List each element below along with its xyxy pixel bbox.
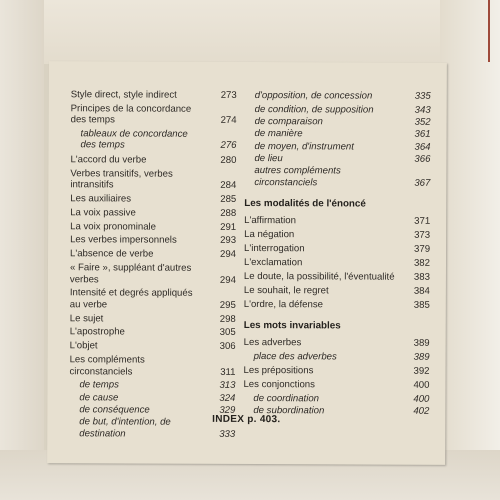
toc-entry: [70, 235, 236, 247]
toc-entry-page-number: 295: [219, 299, 236, 311]
toc-entry: [244, 337, 430, 349]
toc-entry-page-number: 274: [220, 115, 237, 127]
toc-entry-label: de condition, de supposition: [254, 103, 374, 116]
toc-entry-label: « Faire », suppléant d'autres verbes: [69, 262, 192, 285]
toc-entry: [244, 243, 430, 255]
background-top: [0, 0, 500, 64]
toc-entry-label: de conséquence: [79, 404, 150, 416]
toc-entry: [244, 141, 430, 153]
toc-entry-label: L'affirmation: [244, 215, 297, 227]
toc-entry: [245, 116, 431, 128]
toc-entry-label: de manière: [254, 128, 303, 140]
toc-entry-label: L'exclamation: [243, 256, 303, 269]
toc-entry-page-number: 382: [413, 257, 431, 269]
toc-entry-page-number: 367: [414, 177, 431, 189]
toc-entry: [244, 215, 430, 227]
toc-entry-page-number: 298: [219, 313, 236, 325]
toc-entry: [71, 89, 237, 101]
toc-entry-page-number: 400: [413, 393, 430, 405]
toc-entry-label: Principes de la concordance des temps: [70, 103, 192, 126]
toc-entry: [245, 90, 431, 102]
toc-entry-page-number: 280: [220, 154, 237, 166]
toc-entry-page-number: 306: [219, 341, 236, 353]
toc-entry: [70, 313, 236, 325]
toc-entry-page-number: 361: [414, 129, 431, 141]
toc-entry-page-number: 379: [414, 243, 431, 255]
toc-entry: [244, 351, 430, 363]
toc-entry-page-number: 311: [220, 366, 236, 378]
toc-entry-label: de temps: [79, 379, 119, 391]
toc-entry-page-number: 294: [219, 274, 236, 286]
toc-entry-page-number: 366: [414, 153, 431, 165]
toc-entry-label: L'accord du verbe: [70, 153, 147, 166]
toc-entry-page-number: 402: [413, 405, 430, 417]
toc-entry-label: de subordination: [253, 405, 325, 417]
toc-entry-page-number: 333: [219, 428, 236, 440]
toc-entry-page-number: 324: [219, 392, 236, 404]
background-right: [440, 0, 500, 500]
toc-entry-label: de cause: [79, 392, 119, 404]
toc-entry: [70, 288, 236, 311]
toc-entry-page-number: 364: [414, 141, 431, 153]
toc-entry: [70, 154, 236, 166]
toc-entry-label: Les prépositions: [243, 364, 314, 377]
toc-right-top-entries: [244, 90, 430, 189]
toc-entry: [70, 221, 236, 233]
toc-entry: [69, 392, 235, 404]
toc-entry-page-number: 335: [414, 90, 431, 102]
toc-entry-page-number: 385: [413, 299, 430, 311]
toc-entry-label: tableaux de concordance des temps: [80, 128, 188, 151]
toc-entry-label: Les verbes impersonnels: [70, 234, 177, 247]
book-page: [47, 61, 447, 465]
toc-entry: [70, 327, 236, 339]
toc-entry-page-number: 383: [413, 271, 430, 283]
toc-entry-page-number: 371: [414, 215, 431, 228]
toc-entry: [244, 153, 430, 165]
toc-entry-page-number: 294: [219, 249, 237, 261]
toc-entry: [245, 128, 431, 140]
toc-entry-label: de coordination: [253, 392, 320, 405]
toc-entry: [70, 262, 236, 285]
toc-entry: [244, 299, 430, 311]
book-spine-stripe: [488, 0, 490, 62]
toc-entry-page-number: 343: [414, 104, 431, 116]
toc-entry: [70, 341, 236, 353]
toc-entry: [243, 379, 429, 391]
toc-entry-label: L'interrogation: [244, 243, 305, 255]
toc-entry-page-number: 273: [220, 89, 237, 101]
toc-entry-label: L'absence de verbe: [70, 248, 154, 260]
section-heading-modalites: Les modalités de l'énoncé: [244, 197, 366, 210]
toc-entry: [70, 128, 236, 151]
toc-entry: [244, 165, 430, 188]
toc-entry-label: L'apostrophe: [69, 326, 125, 338]
toc-entry: [70, 207, 236, 219]
toc-entry-label: La voix pronominale: [70, 220, 157, 233]
toc-entry: [245, 104, 431, 116]
toc-entry-page-number: 313: [219, 380, 236, 392]
toc-entry-label: Intensité et degrés appliqués au verbe: [69, 287, 193, 311]
toc-entry-label: Les adverbes: [243, 337, 302, 349]
toc-right-column: [243, 90, 430, 420]
toc-entry-label: Verbes transitifs, verbes intransitifs: [70, 167, 173, 191]
toc-entry-page-number: 291: [220, 221, 237, 233]
toc-entry-label: d'opposition, de concession: [254, 90, 373, 102]
toc-entry-label: Le sujet: [69, 312, 104, 324]
toc-entry: [70, 168, 236, 191]
toc-entry-label: Le souhait, le regret: [243, 284, 329, 297]
toc-invariables-entries: [243, 337, 429, 417]
toc-entry-label: de but, d'intention, de destination: [79, 416, 171, 440]
toc-entry-page-number: 400: [413, 379, 430, 391]
toc-entry-label: autres compléments circonstanciels: [254, 165, 341, 188]
toc-entry: [244, 257, 430, 269]
toc-entry-page-number: 384: [413, 285, 430, 297]
toc-entry-page-number: 373: [414, 229, 431, 241]
toc-entry-page-number: 389: [413, 337, 430, 350]
toc-entry-label: de lieu: [254, 153, 283, 165]
toc-entry-label: de moyen, d'instrument: [254, 140, 354, 153]
toc-entry-label: Les conjonctions: [243, 378, 315, 391]
toc-entry-label: Les auxiliaires: [70, 192, 132, 205]
background-left: [0, 0, 44, 500]
toc-entry-page-number: 352: [414, 116, 431, 128]
toc-entry: [70, 354, 236, 377]
toc-entry-page-number: 329: [219, 404, 236, 416]
toc-entry: [70, 193, 236, 205]
toc-entry-label: La voix passive: [70, 206, 136, 219]
toc-entry-page-number: 392: [413, 365, 430, 377]
toc-entry-page-number: 288: [220, 207, 237, 219]
toc-entry: [71, 103, 237, 126]
toc-entry-page-number: 284: [220, 179, 237, 191]
toc-entry: [244, 271, 430, 283]
toc-entry-label: Les compléments circonstanciels: [69, 354, 145, 378]
toc-modalites-entries: [244, 215, 430, 310]
index-reference: INDEX p. 403.: [212, 413, 281, 426]
toc-entry-label: La négation: [244, 229, 295, 241]
toc-entry-page-number: 276: [220, 140, 237, 152]
toc-entry: [69, 380, 235, 392]
toc-entry: [244, 229, 430, 241]
toc-entry-label: place des adverbes: [253, 351, 337, 363]
section-heading-invariables: Les mots invariables: [243, 319, 341, 332]
toc-entry-page-number: 285: [220, 193, 237, 205]
toc-entry-page-number: 389: [413, 351, 430, 363]
toc-entry-label: de comparaison: [254, 116, 323, 128]
toc-entry-page-number: 293: [220, 235, 237, 247]
toc-entry: [243, 393, 429, 405]
toc-entry-label: L'ordre, la défense: [243, 298, 324, 310]
toc-entry: [70, 249, 236, 261]
toc-entry: [244, 365, 430, 377]
toc-entry: [244, 285, 430, 297]
toc-left-column: [69, 89, 237, 442]
toc-entry-label: Style direct, style indirect: [70, 89, 177, 101]
toc-entry-label: Le doute, la possibilité, l'éventualité: [243, 270, 395, 283]
toc-entry-page-number: 305: [219, 327, 236, 339]
toc-entry-label: L'objet: [69, 340, 98, 352]
